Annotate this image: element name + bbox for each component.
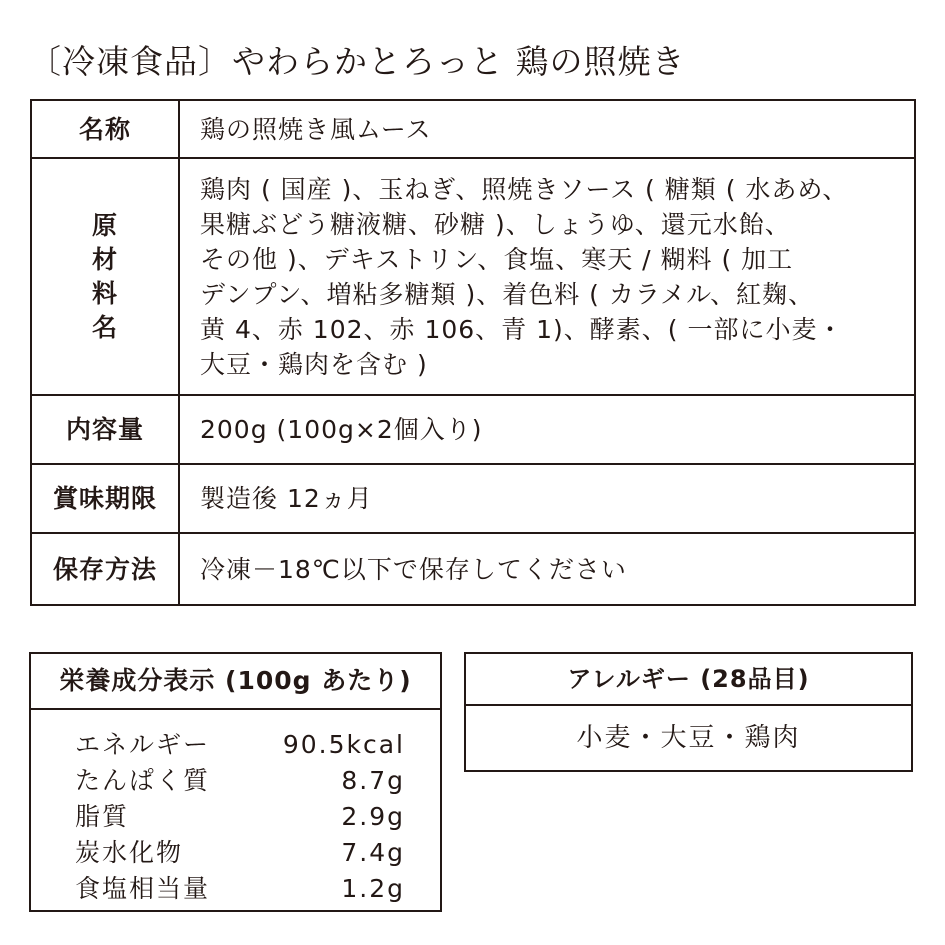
nutrition-label: 炭水化物 xyxy=(75,838,184,867)
materials-line: デンプン、増粘多糖類 )、着色料 ( カラメル、紅麹、 xyxy=(200,279,815,309)
nutrition-header: 栄養成分表示 (100g あたり) xyxy=(31,654,440,710)
name-label: 名称 xyxy=(31,100,179,158)
nutrition-box xyxy=(29,652,442,912)
nutrition-label: 食塩相当量 xyxy=(75,874,211,903)
expiry-label: 賞味期限 xyxy=(31,464,179,533)
expiry-value: 製造後 12ヵ月 xyxy=(179,464,915,533)
materials-line: 果糖ぶどう糖液糖、砂糖 )、しょうゆ、還元水飴、 xyxy=(200,209,791,239)
materials-line: 黄 4、赤 102、赤 106、青 1)、酵素、( 一部に小麦・ xyxy=(200,314,844,344)
nutrition-value: 8.7g xyxy=(341,766,405,795)
nutrition-row-salt xyxy=(75,870,405,908)
nutrition-value: 2.9g xyxy=(341,802,405,831)
materials-line: 鶏肉 ( 国産 )、玉ねぎ、照焼きソース ( 糖類 ( 水あめ、 xyxy=(200,174,849,204)
volume-label: 内容量 xyxy=(31,395,179,464)
storage-value: 冷凍－18℃以下で保存してください xyxy=(179,533,915,605)
nutrition-value: 1.2g xyxy=(341,874,405,903)
product-info-table xyxy=(30,99,916,606)
row-volume xyxy=(31,395,915,464)
nutrition-row-protein xyxy=(75,762,405,800)
materials-value xyxy=(179,158,915,395)
row-storage xyxy=(31,533,915,605)
nutrition-label: 脂質 xyxy=(75,802,130,831)
materials-line: 大豆・鶏肉を含む ) xyxy=(200,349,428,379)
storage-label: 保存方法 xyxy=(31,533,179,605)
nutrition-label: たんぱく質 xyxy=(75,766,211,795)
allergy-box xyxy=(464,652,913,772)
name-value: 鶏の照焼き風ムース xyxy=(179,100,915,158)
volume-value: 200g (100g×2個入り) xyxy=(179,395,915,464)
nutrition-label: エネルギー xyxy=(75,730,211,759)
nutrition-row-energy xyxy=(75,726,405,764)
materials-line: その他 )、デキストリン、食塩、寒天 / 糊料 ( 加工 xyxy=(200,244,794,274)
allergy-header: アレルギー (28品目) xyxy=(466,654,911,706)
row-expiry xyxy=(31,464,915,533)
row-name xyxy=(31,100,915,158)
nutrition-row-fat xyxy=(75,798,405,836)
nutrition-row-carbs xyxy=(75,834,405,872)
materials-label: 原材料名 xyxy=(91,210,118,342)
product-title: 〔冷凍食品〕やわらかとろっと 鶏の照焼き xyxy=(28,42,686,81)
materials-text xyxy=(200,162,914,392)
nutrition-value: 7.4g xyxy=(341,838,405,867)
allergy-items: 小麦・大豆・鶏肉 xyxy=(576,723,801,753)
materials-label-cell xyxy=(31,158,179,395)
nutrition-value: 90.5kcal xyxy=(282,730,405,759)
row-materials xyxy=(31,158,915,395)
